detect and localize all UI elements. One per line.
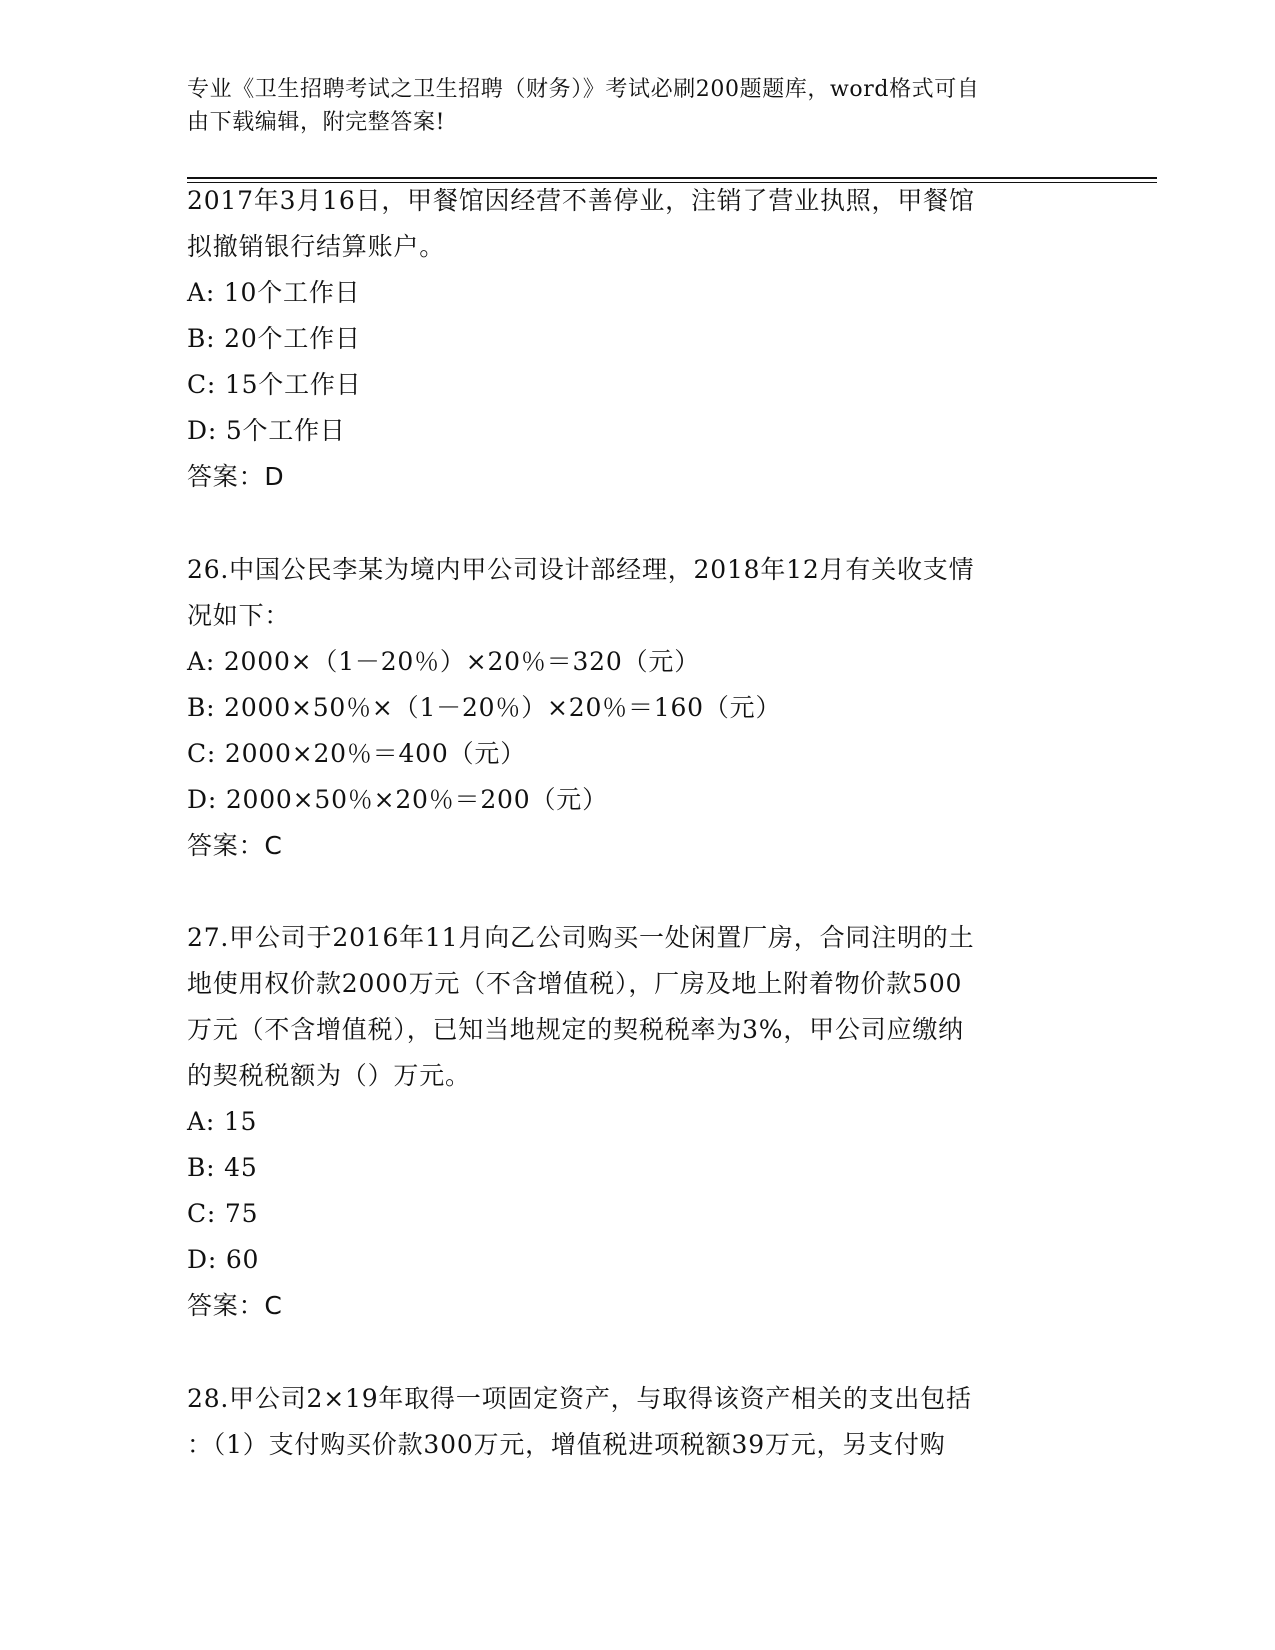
question-stem-line: ：（1）支付购买价款300万元，增值税进项税额39万元，另支付购 <box>187 1430 946 1459</box>
option-b: B: 2000×50％×（1－20％）×20％＝160（元） <box>187 693 782 722</box>
option-c: C: 75 <box>187 1199 259 1228</box>
answer-line: 答案：D <box>187 462 285 491</box>
option-d: D: 5个工作日 <box>187 416 346 445</box>
option-d: D: 60 <box>187 1245 260 1274</box>
question-stem-line: 26.中国公民李某为境内甲公司设计部经理，2018年12月有关收支情 <box>187 555 975 584</box>
question-block-25 <box>187 178 1087 500</box>
question-stem-line: 地使用权价款2000万元（不含增值税），厂房及地上附着物价款500 <box>187 969 963 998</box>
question-stem-line: 拟撤销银行结算账户。 <box>187 232 446 261</box>
header-title-line-1: 专业《卫生招聘考试之卫生招聘（财务）》考试必刷200题题库，word格式可自 <box>187 77 980 102</box>
question-block-26 <box>187 547 1087 869</box>
question-stem-line: 2017年3月16日，甲餐馆因经营不善停业，注销了营业执照，甲餐馆 <box>187 186 975 215</box>
option-b: B: 45 <box>187 1153 258 1182</box>
header-title-line-2: 由下载编辑，附完整答案! <box>187 110 446 135</box>
option-b: B: 20个工作日 <box>187 324 361 353</box>
question-stem-line: 的契税税额为（）万元。 <box>187 1061 471 1090</box>
option-c: C: 2000×20％＝400（元） <box>187 739 526 768</box>
question-stem-line: 况如下： <box>187 601 291 630</box>
answer-line: 答案：C <box>187 1291 283 1320</box>
question-block-28 <box>187 1376 1087 1468</box>
option-a: A: 10个工作日 <box>187 278 361 307</box>
option-a: A: 2000×（1－20％）×20％＝320（元） <box>187 647 700 676</box>
option-d: D: 2000×50％×20％＝200（元） <box>187 785 608 814</box>
question-stem-line: 28.甲公司2×19年取得一项固定资产，与取得该资产相关的支出包括 <box>187 1384 972 1413</box>
question-block-27 <box>187 915 1087 1329</box>
question-stem-line: 27.甲公司于2016年11月向乙公司购买一处闲置厂房，合同注明的土 <box>187 923 975 952</box>
option-a: A: 15 <box>187 1107 258 1136</box>
answer-line: 答案：C <box>187 831 283 860</box>
document-header <box>187 73 1067 139</box>
question-stem-line: 万元（不含增值税），已知当地规定的契税税率为3%，甲公司应缴纳 <box>187 1015 964 1044</box>
option-c: C: 15个工作日 <box>187 370 362 399</box>
